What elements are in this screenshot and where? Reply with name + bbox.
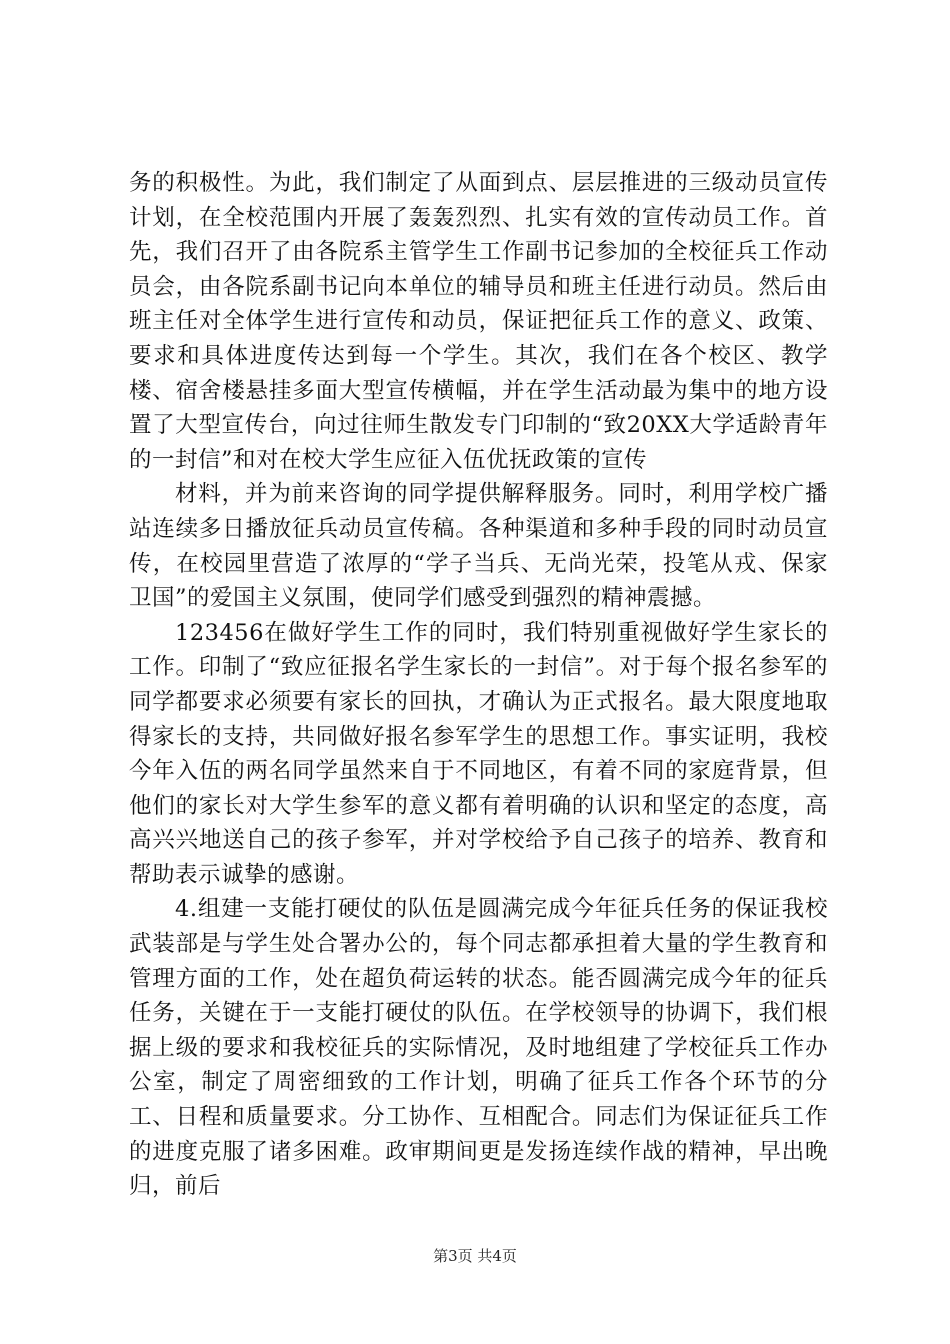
paragraph-3: 123456在做好学生工作的同时，我们特别重视做好学生家长的工作。印制了“致应征报名学生家长的一封信”。对于每个报名参军的同学都要求必须要有家长的回执，才确认为正式报名。最大限度地取得家长的支持，共同做好报名参军学生的思想工作。事实证明，我校今年入伍的两名同学虽然来自于不同地区，有着不同的家庭背景，但他们的家长对大学生参军的意义都有着明确的认识和坚定的态度，高高兴兴地送自己的孩子参军，并对学校给予自己孩子的培养、教育和帮助表示诚挚的感谢。 — [129, 619, 828, 888]
paragraph-4: 4.组建一支能打硬仗的队伍是圆满完成今年征兵任务的保证我校武装部是与学生处合署办公的，每个同志都承担着大量的学生教育和管理方面的工作，处在超负荷运转的状态。能否圆满完成今年的征兵任务，关键在于一支能打硬仗的队伍。在学校领导的协调下，我们根据上级的要求和我校征兵的实际情况，及时地组建了学校征兵工作办公室，制定了周密细致的工作计划，明确了征兵工作各个环节的分工、日程和质量要求。分工协作、互相配合。同志们为保证征兵工作的进度克服了诸多困难。政审期间更是发扬连续作战的精神，早出晚归，前后 — [129, 896, 828, 1200]
document-body — [129, 166, 828, 1204]
paragraph-1: 务的积极性。为此，我们制定了从面到点、层层推进的三级动员宣传计划，在全校范围内开展了轰轰烈烈、扎实有效的宣传动员工作。首先，我们召开了由各院系主管学生工作副书记参加的全校征兵工作动员会，由各院系副书记向本单位的辅导员和班主任进行动员。然后由班主任对全体学生进行宣传和动员，保证把征兵工作的意义、政策、要求和具体进度传达到每一个学生。其次，我们在各个校区、教学楼、宿舍楼悬挂多面大型宣传横幅，并在学生活动最为集中的地方设置了大型宣传台，向过往师生散发专门印制的“致20XX大学适龄青年的一封信”和对在校大学生应征入伍优抚政策的宣传 — [129, 170, 828, 473]
page-footer: 第3页 共4页 — [433, 1247, 517, 1265]
paragraph-2: 材料，并为前来咨询的同学提供解释服务。同时，利用学校广播站连续多日播放征兵动员宣传稿。各种渠道和多种手段的同时动员宣传，在校园里营造了浓厚的“学子当兵、无尚光荣，投笔从戎、保家卫国”的爱国主义氛围，使同学们感受到强烈的精神震撼。 — [129, 481, 828, 612]
